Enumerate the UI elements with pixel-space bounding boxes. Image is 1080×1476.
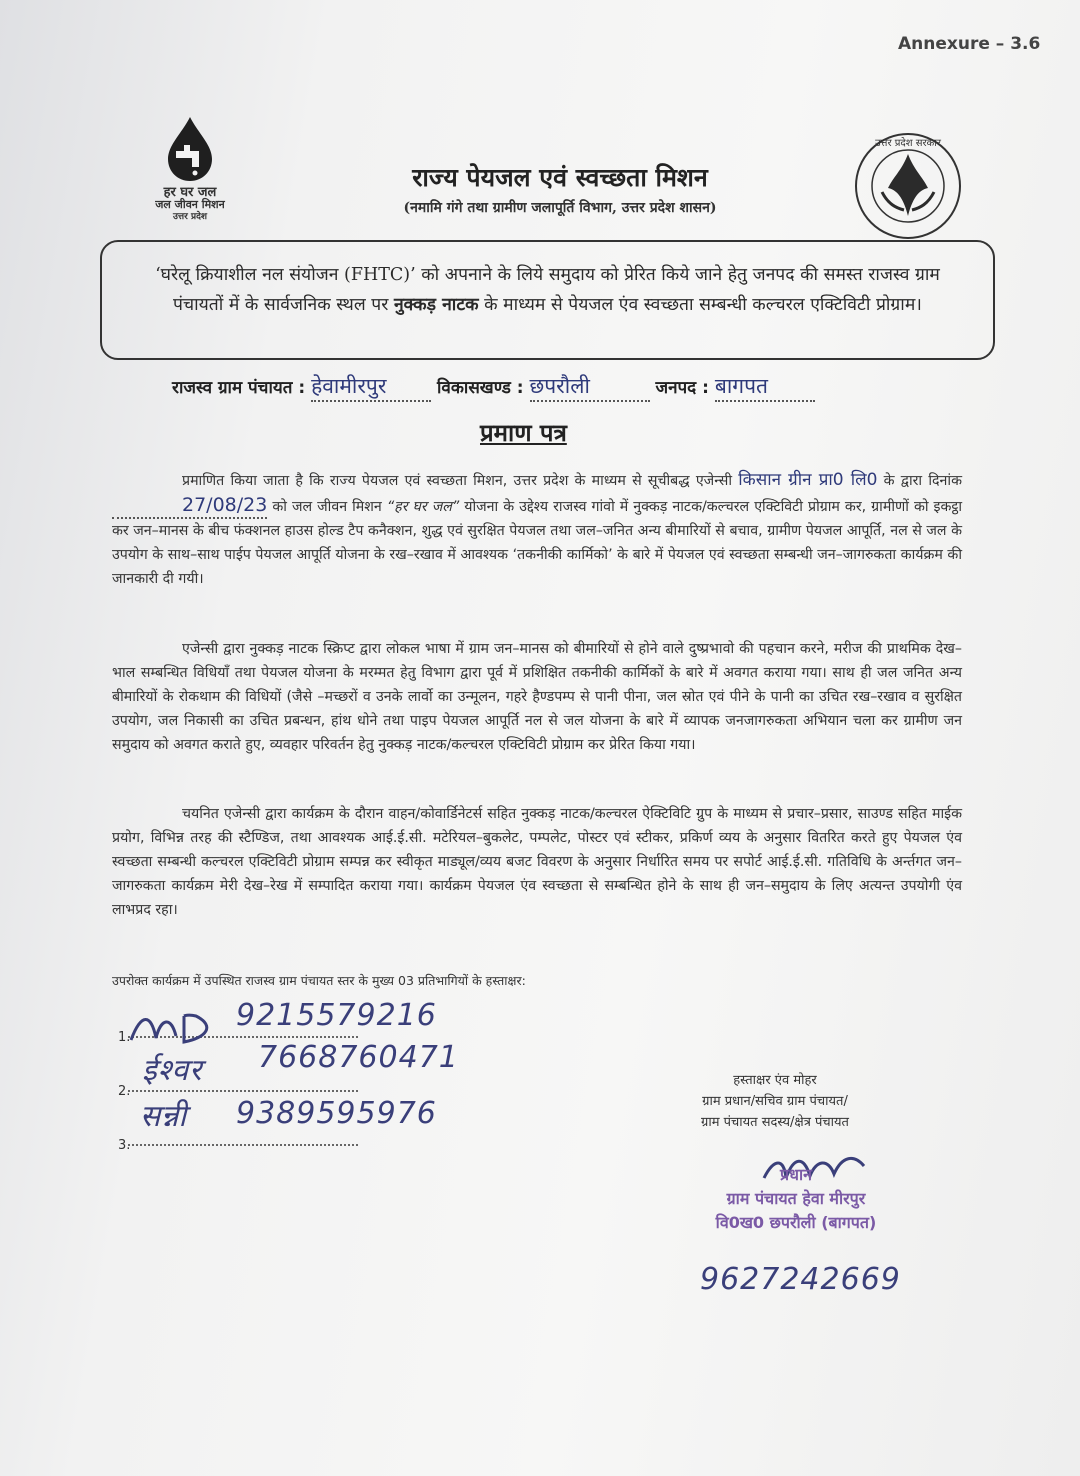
stamp-line1: प्रधान bbox=[780, 1165, 812, 1184]
signature-line bbox=[128, 1144, 358, 1146]
stamp-line2: ग्राम पंचायत हेवा मीरपुर bbox=[726, 1189, 866, 1208]
signature-block bbox=[660, 1070, 890, 1133]
seal-text: उत्तर प्रदेश सरकार bbox=[875, 138, 941, 149]
district-label: जनपद : bbox=[655, 378, 709, 398]
har-ghar-jal-logo bbox=[135, 115, 245, 223]
paragraph-2: एजेन्सी द्वारा नुक्कड़ नाटक स्क्रिप्ट द्वारा लोकल भाषा में ग्राम जन–मानस को बीमारियों से होने वाले दुष्प्रभावो की पहचान करने, मरीज की प्राथमिक देख–भाल सम्बन्धित विधियाँ तथा पेयजल योजना के मरम्मत हेतु विभाग द्वारा पूर्व में प्रशिक्षित तकनीकी कार्मिकों के बारे में अवगत कराया गया। साथ ही जल जनित अन्य बीमारियों के रोकथाम की विधियों (जैसे –मच्छरों व उनके लार्वो का उन्मूलन, गहरे हैण्डपम्प से पानी पीना, जल स्रोत एवं पीने के पानी का उचित रख–रखाव व सुरक्षित उपयोग, जल निकासी का उचित प्रबन्धन, हांथ धोने तथा पाइप पेयजल आपूर्ति नल से जल योजना के बारे में व्यापक जनजागरुकता अभियान चला कर ग्रामीण जन समुदाय को अवगत कराते हुए, व्यवहार परिवर्तन हेतु नुक्कड़ नाटक/कल्चरल एक्टिविटी प्रोग्राम कर प्रेरित किया गया। bbox=[112, 641, 962, 753]
block-label: विकासखण्ड : bbox=[437, 378, 524, 398]
annexure-label: Annexure – 3.6 bbox=[898, 34, 1041, 54]
box-text-before: ‘घरेलू क्रियाशील नल संयोजन (FHTC)’ को अपनाने के लिये समुदाय को प्रेरित किये जाने हेतु जनपद की समस्त राजस्व ग्राम पंचायतों में के सार्वजनिक स्थल पर bbox=[155, 265, 940, 315]
pradhan-stamp bbox=[676, 1163, 916, 1235]
sign-block-line1: हस्ताक्षर एंव मोहर bbox=[733, 1073, 817, 1088]
water-drop-tap-icon bbox=[160, 115, 220, 183]
para1-b: के द्वारा दिनांक bbox=[877, 473, 962, 489]
sign-block-line3: ग्राम पंचायत सदस्य/क्षेत्र पंचायत bbox=[701, 1115, 849, 1130]
program-date: 27/08/23 bbox=[112, 493, 267, 519]
certificate-title: प्रमाण पत्र bbox=[480, 419, 567, 447]
box-text-after: के माध्यम से पेयजल एंव स्वच्छता सम्बन्धी कल्चरल एक्टिविटी प्रोग्राम। bbox=[478, 295, 922, 315]
up-government-seal bbox=[852, 130, 964, 242]
logo-line3: उत्तर प्रदेश bbox=[173, 212, 207, 222]
participant-name: सन्नी bbox=[140, 1099, 188, 1134]
block-value: छपरौली bbox=[530, 372, 650, 402]
participant-phone: 9215579216 bbox=[236, 998, 437, 1033]
para1-d: योजना के उद्देश्य राजस्व गांवो में नुक्कड़ नाटक/कल्चरल एक्टिविटी प्रोग्राम कर, ग्रामीणों को इकट्ठा कर जन–मानस के बीच फंक्शनल हाउस होल्ड टैप कनैक्शन, शुद्ध एवं सुरक्षित पेयजल तथा जल–जनित अन्य बीमारियों से बचाव, ग्रामीण पेयजल आपूर्ति, नल से जल के उपयोग के साथ–साथ पाईप पेयजल आपूर्ति योजना के रख–रखाव में आवश्यक ‘तकनीकी कार्मिको’ के बारे में पेयजल एवं स्वच्छता सम्बन्धी जन–जागरुकता कार्यक्रम की जानकारी दी गयी। bbox=[112, 499, 963, 587]
paragraph-3: चयनित एजेन्सी द्वारा कार्यक्रम के दौरान वाहन/कोवार्डिनेटर्स सहित नुक्कड़ नाटक/कल्चरल ऐक्टिविटि ग्रुप के माध्यम से प्रचार–प्रसार, साउण्ड सहित माईक प्रयोग, विभिन्न तरह की स्टैण्डिज, तथा आवश्यक आई.ई.सी. मटेरियल–बुकलेट, पम्पलेट, पोस्टर एवं स्टीकर, प्रकिर्ण व्यय के अनुसार वितरित करते हुए पेयजल एंव स्वच्छता सम्बन्धी कल्चरल एक्टिविटी प्रोग्राम सम्पन्न कर स्वीकृत माड्यूल/व्यय बजट विवरण के अनुसार निर्धारित समय पर सपोर्ट आई.ई.सी. गतिविधि के अर्न्तगत जन–जागरुकता कार्यक्रम मेरी देख–रेख में सम्पादित कराया गया। कार्यक्रम पेयजल एंव स्वच्छता से सम्बन्धित होने के साथ ही जन–समुदाय के लिए अत्यन्त उपयोगी एंव लाभप्रद रहा। bbox=[112, 806, 962, 918]
page-title: राज्य पेयजल एवं स्वच्छता मिशन bbox=[412, 163, 708, 192]
para1-c: को जल जीवन मिशन bbox=[267, 499, 387, 515]
para1-a: प्रमाणित किया जाता है कि राज्य पेयजल एवं स्वच्छता मिशन, उत्तर प्रदेश के माध्यम से सूचीबद्ध एजेन्सी bbox=[182, 473, 739, 489]
up-emblem-icon bbox=[852, 130, 964, 242]
panchayat-label: राजस्व ग्राम पंचायत : bbox=[172, 378, 306, 398]
participant-num: 1. bbox=[118, 1030, 131, 1045]
participant-num: 2. bbox=[118, 1084, 131, 1099]
logo-line1: हर घर जल bbox=[163, 185, 217, 200]
participant-phone: 9389595976 bbox=[236, 1096, 437, 1131]
paragraph-1 bbox=[112, 468, 962, 591]
box-text-bold: नुक्कड़ नाटक bbox=[393, 295, 479, 315]
panchayat-value: हेवामीरपुर bbox=[311, 372, 431, 402]
program-description-box bbox=[100, 240, 995, 360]
logo-line2: जल जीवन मिशन bbox=[155, 198, 225, 211]
participant-name: ईश्वर bbox=[142, 1053, 203, 1088]
page-subtitle: (नमामि गंगे तथा ग्रामीण जलापूर्ति विभाग, उत्तर प्रदेश शासन) bbox=[403, 200, 717, 216]
har-ghar-jal-quote: “हर घर जल” bbox=[386, 499, 460, 515]
sign-block-line2: ग्राम प्रधान/सचिव ग्राम पंचायत/ bbox=[702, 1094, 848, 1109]
agency-name: किसान ग्रीन प्रा0 लि0 bbox=[738, 470, 878, 490]
signature-scribble-icon bbox=[126, 1008, 236, 1048]
signature-line bbox=[128, 1090, 358, 1092]
participant-num: 3. bbox=[118, 1138, 131, 1153]
district-value: बागपत bbox=[715, 372, 815, 402]
pradhan-phone: 9627242669 bbox=[700, 1262, 901, 1297]
participants-intro: उपरोक्त कार्यक्रम में उपस्थित राजस्व ग्राम पंचायत स्तर के मुख्य 03 प्रतिभागियों के हस्ताक्षर: bbox=[112, 973, 526, 988]
participant-phone: 7668760471 bbox=[258, 1040, 459, 1075]
stamp-line3: वि0ख0 छपरौली (बागपत) bbox=[715, 1213, 877, 1232]
location-fields bbox=[172, 372, 972, 402]
